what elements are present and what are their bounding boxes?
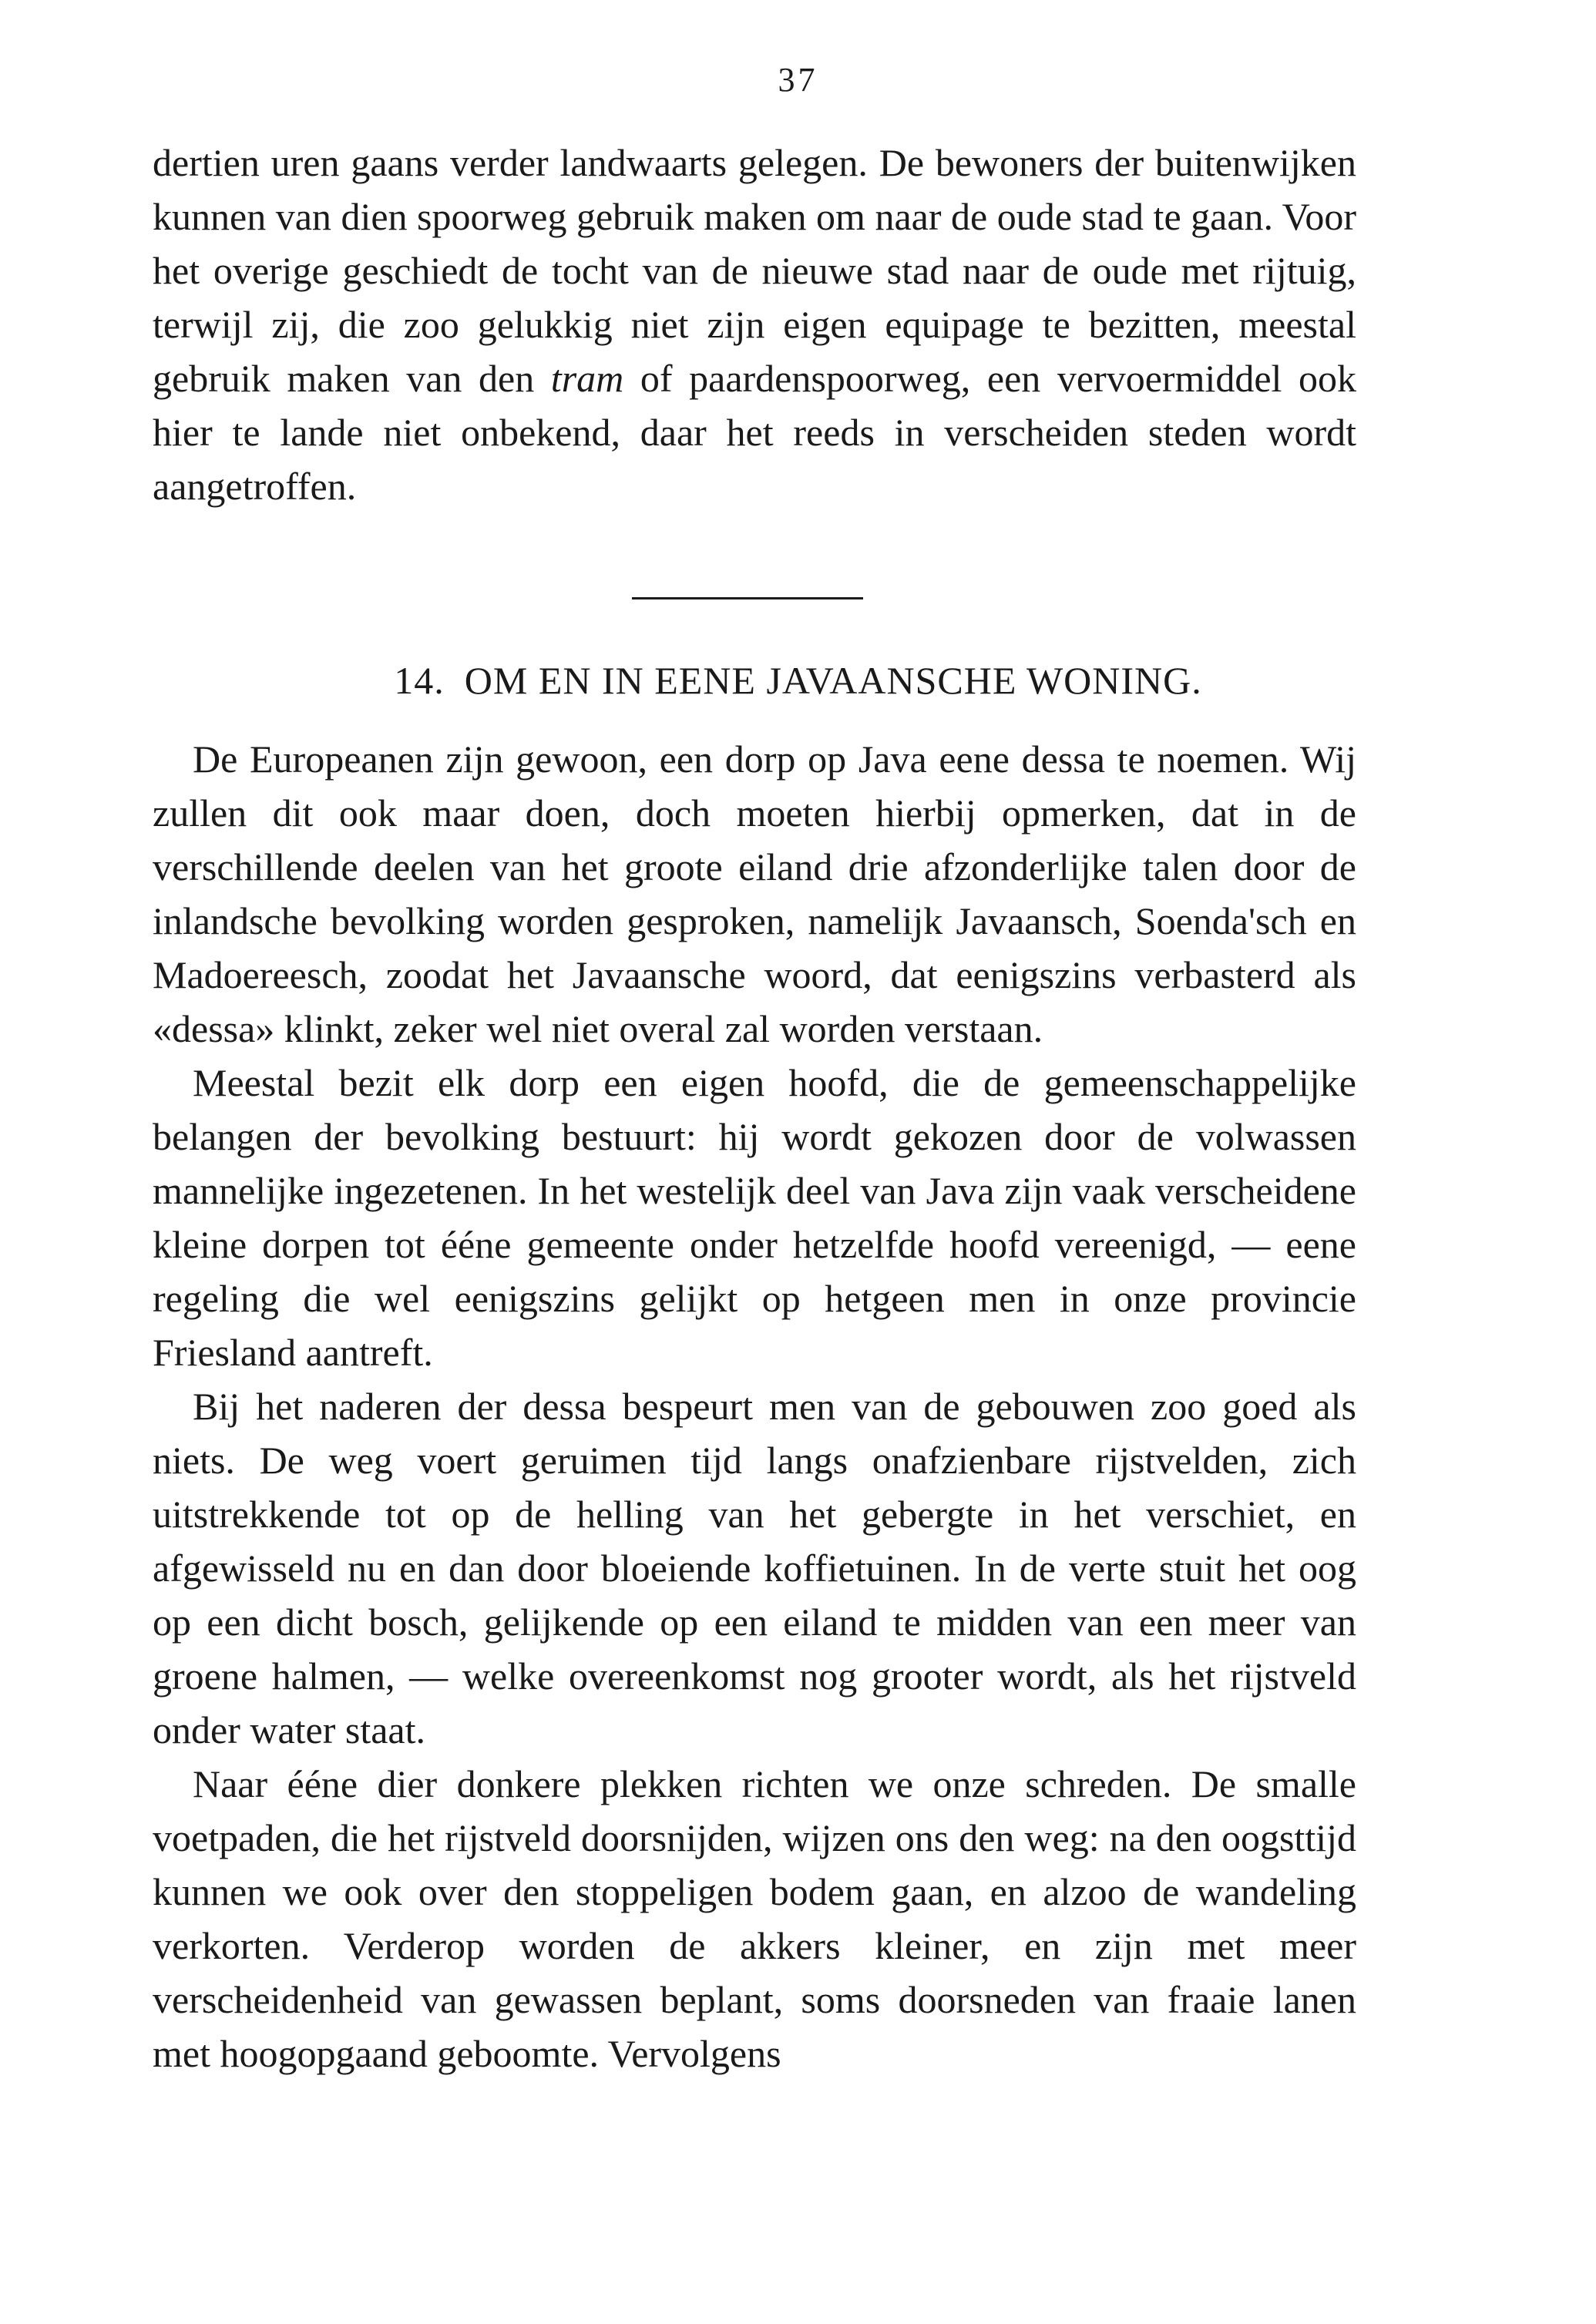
- body-paragraph-3: Bij het naderen der dessa bespeurt men van de gebouwen zoo goed als niets. De weg voert geruimen tijd langs onafzienbare rijstvelden, zich uitstrekkende tot op de helling van het gebergte in het verschiet, en afgewisseld nu en dan door bloeiende koffietuinen. In de verte stuit het oog op een dicht bosch, gelijkende op een eiland te midden van een meer van groene halmen, — welke overeenkomst nog grooter wordt, als het rijstveld onder water staat.: [153, 1385, 1356, 1751]
- chapter-body: [153, 732, 1356, 2081]
- section-divider: [632, 597, 863, 599]
- page-number: 37: [778, 61, 818, 99]
- intro-paragraph: [153, 136, 1356, 513]
- chapter-number: 14.: [394, 659, 445, 702]
- chapter-title: OM EN IN EENE JAVAANSCHE WONING.: [464, 659, 1202, 702]
- italic-word: tram: [550, 357, 624, 400]
- body-paragraph-2: Meestal bezit elk dorp een eigen hoofd, die de gemeenschappelijke belangen der bevolking bestuurt: hij wordt gekozen door de volwassen mannelijke ingezetenen. In het westelijk deel van Java zijn vaak verscheidene kleine dorpen tot ééne gemeente onder hetzelfde hoofd vereenigd, — eene regeling die wel eenigszins gelijkt op hetgeen men in onze provincie Friesland aantreft.: [153, 1061, 1356, 1374]
- intro-text-block: [153, 136, 1356, 513]
- chapter-heading: [0, 653, 1596, 707]
- intro-text-before: dertien uren gaans verder landwaarts gelegen. De bewoners der buitenwijken kunnen van dien spoorweg gebruik maken om naar de oude stad te gaan. Voor het overige geschiedt de tocht van de nieuwe stad naar de oude met rijtuig, terwijl zij, die zoo gelukkig niet zijn eigen equipage te bezitten, meestal gebruik maken van den: [153, 141, 1356, 400]
- body-paragraph-4: Naar ééne dier donkere plekken richten we onze schreden. De smalle voetpaden, die het rijstveld doorsnijden, wijzen ons den weg: na den oogsttijd kunnen we ook over den stoppeligen bodem gaan, en alzoo de wandeling verkorten. Verderop worden de akkers kleiner, en zijn met meer verscheidenheid van gewassen beplant, soms doorsneden van fraaie lanen met hoogopgaand geboomte. Vervolgens: [153, 1762, 1356, 2075]
- body-paragraph-1: De Europeanen zijn gewoon, een dorp op Java eene dessa te noemen. Wij zullen dit ook maar doen, doch moeten hierbij opmerken, dat in de verschillende deelen van het groote eiland drie afzonderlijke talen door de inlandsche bevolking worden gesproken, namelijk Javaansch, Soenda'sch en Madoereesch, zoodat het Javaansche woord, dat eenigszins verbasterd als «dessa» klinkt, zeker wel niet overal zal worden verstaan.: [153, 737, 1356, 1050]
- intro-text-after: of paardenspoorweg, een vervoermiddel ook hier te lande niet onbekend, daar het reeds in verscheiden steden wordt aangetroffen.: [153, 357, 1357, 508]
